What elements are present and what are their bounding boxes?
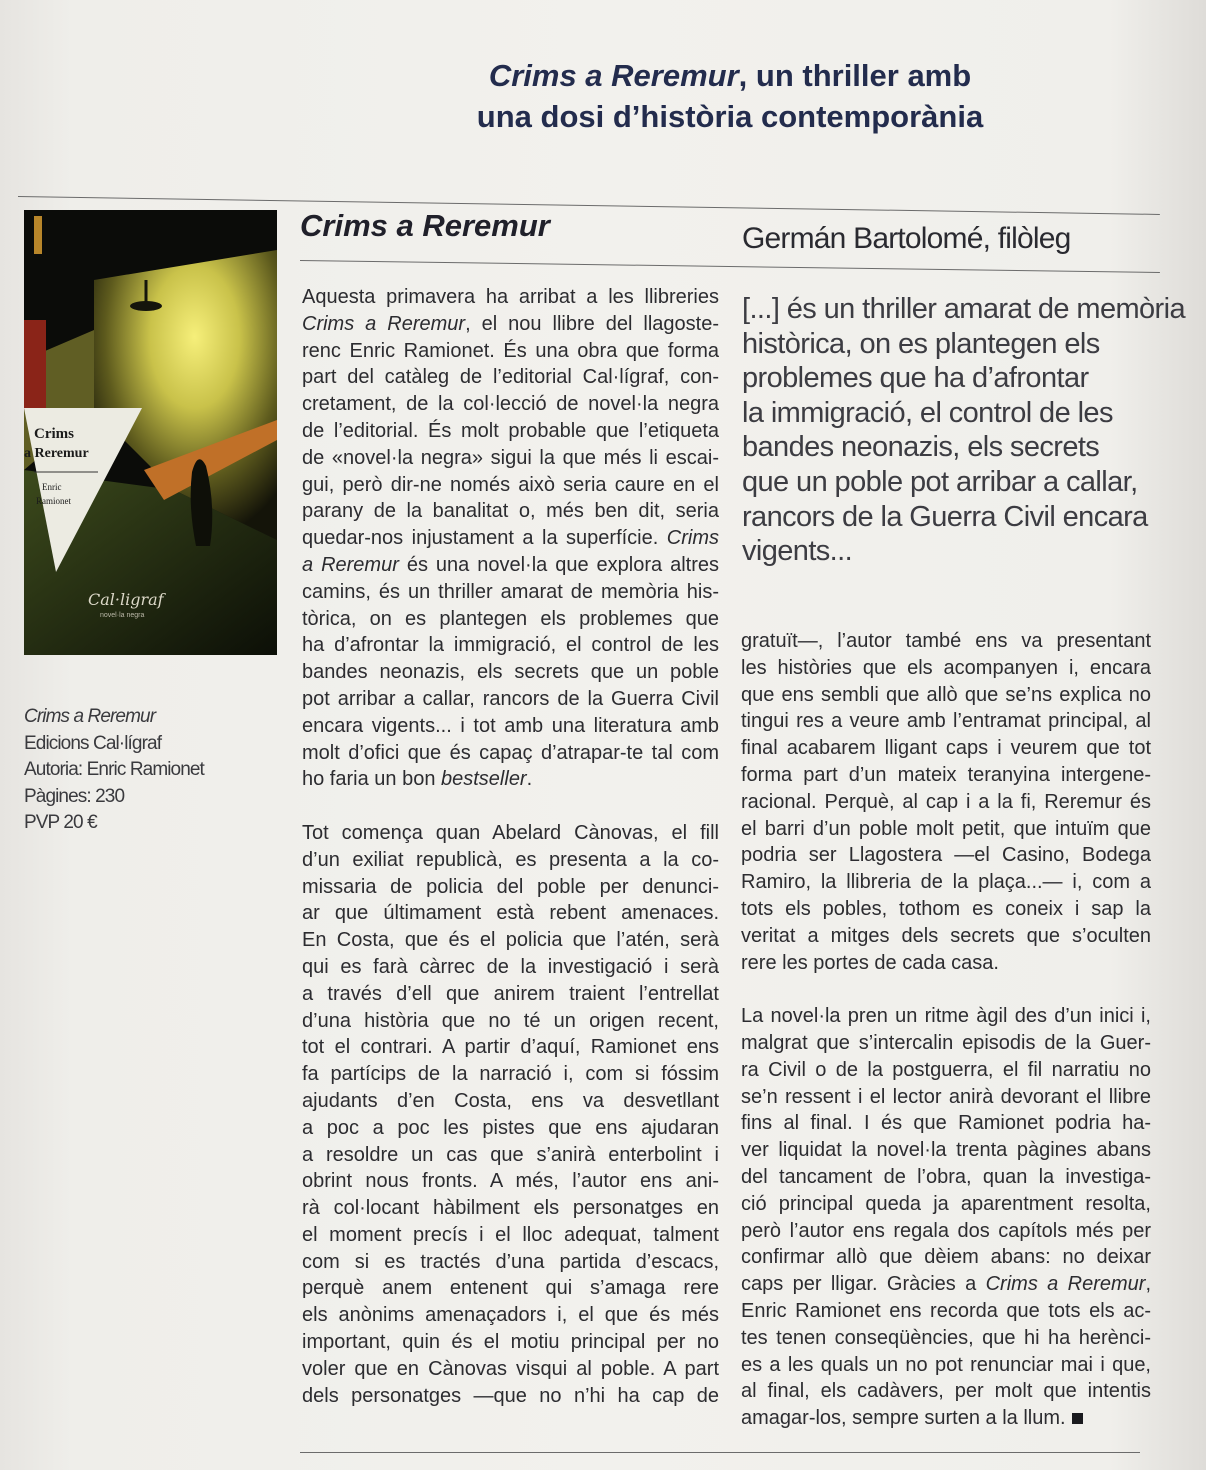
cover-author-line2: Ramionet bbox=[36, 496, 71, 506]
text-line: a resoldre un cas que s’anirà enterbolint i bbox=[302, 1143, 719, 1166]
text-line: dels personatges —que no n’hi ha cap de bbox=[302, 1384, 719, 1407]
text-line: molt d’ofici que és capaç d’atrapar-te tal com bbox=[302, 741, 719, 764]
pull-quote-line: la immigració, el control de les bbox=[742, 396, 1113, 429]
text-line: tingui res a veure amb l’entramat principal, al bbox=[741, 710, 1151, 733]
text-line: parany de la banalitat o, més ben dit, seria bbox=[302, 500, 719, 523]
text-line bbox=[302, 766, 719, 793]
text-line: a poc a poc les pistes que ens ajudaran bbox=[302, 1116, 719, 1139]
text-line: tot el contrari. A partir d’aquí, Ramionet ens bbox=[302, 1036, 719, 1059]
pull-quote-line: [...] és un thriller amarat de memòria bbox=[742, 293, 1185, 325]
text-line: amagar-los, sempre surten a la llum. bbox=[741, 1405, 1151, 1432]
text-run: . bbox=[526, 768, 533, 791]
cover-publisher-logo: Cal·ligraf bbox=[88, 590, 164, 609]
paragraph-gap bbox=[302, 793, 719, 820]
text-line: de l’editorial. És molt probable que l’etiqueta bbox=[302, 419, 719, 442]
text-line: tots els pobles, tothom es coneix i sap la bbox=[741, 897, 1151, 920]
text-line: com si es tractés d’una partida d’escacs, bbox=[302, 1250, 719, 1273]
text-line: important, quin és el motiu principal per no bbox=[302, 1331, 719, 1354]
article-headline bbox=[380, 55, 1080, 137]
text-line: rere les portes de cada casa. bbox=[741, 951, 999, 974]
pull-quote-line: rancors de la Guerra Civil encara bbox=[742, 500, 1148, 533]
text-line: Aquesta primavera ha arribat a les llibreries bbox=[302, 286, 719, 308]
text-line: tes tenen conseqüències, que hi ha herènci- bbox=[741, 1326, 1151, 1349]
pull-quote bbox=[742, 292, 1185, 569]
book-details bbox=[24, 704, 274, 837]
text-run: quedar-nos injustament a la superfície. bbox=[302, 527, 667, 550]
text-line: al final, els cadàvers, per molt que intentis bbox=[741, 1380, 1151, 1403]
italic-text: Crims bbox=[666, 527, 719, 550]
text-line: perquè anem entenent qui s’amaga rere bbox=[302, 1277, 719, 1300]
text-line: el moment precís i el lloc adequat, talment bbox=[302, 1223, 719, 1246]
text-line: se’n ressent i el lector anirà devorant el llibre bbox=[741, 1085, 1151, 1108]
text-line: que ens sembli que allò que se’ns explica no bbox=[741, 683, 1151, 706]
cover-author-line1: Enric bbox=[42, 482, 62, 492]
text-line bbox=[302, 552, 719, 579]
text-line: cretament, de la col·lecció de novel·la negra bbox=[302, 393, 719, 416]
text-line: ra Civil o de la postguerra, el fil narratiu no bbox=[741, 1058, 1151, 1081]
text-line: malgrat que s’intercalin episodis de la Guer- bbox=[741, 1031, 1151, 1054]
text-line: gratuït—, l’autor també ens va presentant bbox=[741, 630, 1151, 652]
header-rule bbox=[300, 260, 1160, 273]
text-run: , el nou llibre del llagoste- bbox=[465, 312, 719, 335]
text-line: podria ser Llagostera —el Casino, Bodega bbox=[741, 844, 1151, 867]
text-line: però l’autor ens regala dos capítols més per bbox=[741, 1219, 1151, 1242]
text-line: Tot comença quan Abelard Cànovas, el fill bbox=[302, 821, 719, 844]
column-left bbox=[302, 284, 719, 1409]
text-line: voler que en Cànovas visqui al poble. A part bbox=[302, 1357, 719, 1380]
text-line: es a les quals un no pot renunciar mai i que, bbox=[741, 1353, 1151, 1376]
text-line: ha d’afrontar la immigració, el control de les bbox=[302, 634, 719, 657]
italic-text: a Reremur bbox=[302, 553, 399, 576]
text-line: bandes neonazis, els secrets que un poble bbox=[302, 661, 719, 684]
text-line: fins al final. I és que Ramionet podria ha- bbox=[741, 1112, 1151, 1135]
bottom-rule bbox=[300, 1452, 1140, 1453]
pull-quote-line: bandes neonazis, els secrets bbox=[742, 431, 1100, 464]
text-line bbox=[302, 311, 719, 338]
cover-collection: novel·la negra bbox=[100, 612, 145, 619]
end-mark-icon bbox=[1072, 1413, 1083, 1424]
text-line bbox=[741, 1271, 1151, 1298]
column-right bbox=[741, 628, 1151, 1432]
text-line: part del catàleg de l’editorial Cal·lígraf, con- bbox=[302, 366, 719, 389]
text-line: La novel·la pren un ritme àgil des d’un inici i, bbox=[741, 1005, 1151, 1028]
section-title: Crims a Reremur bbox=[300, 208, 550, 243]
italic-text: Crims a Reremur bbox=[985, 1273, 1146, 1296]
text-line: obrint nous fronts. A més, l’autor ens ani- bbox=[302, 1170, 719, 1193]
text-line: forma part d’un mateix teranyina intergene- bbox=[741, 763, 1151, 786]
text-line: camins, és un thriller amarat de memòria his- bbox=[302, 580, 719, 603]
text-line: En Costa, que és el policia que l’atén, serà bbox=[302, 929, 719, 952]
italic-text: bestseller bbox=[441, 768, 527, 791]
text-line: del tancament de l’obra, quan la investiga- bbox=[741, 1165, 1151, 1188]
text-line: a través d’ell que anirem traient l’entrellat bbox=[302, 982, 719, 1005]
pull-quote-line: vigents... bbox=[742, 535, 853, 568]
pull-quote-line: problemes que ha d’afrontar bbox=[742, 362, 1089, 395]
text-line: encara vigents... i tot amb una literatura amb bbox=[302, 714, 719, 737]
text-line: d’un exiliat republicà, es presenta a la co- bbox=[302, 848, 719, 871]
pull-quote-line: històrica, on es plantegen els bbox=[742, 327, 1100, 360]
italic-text: Crims a Reremur bbox=[302, 312, 466, 335]
headline-line1-rest: , un thriller amb bbox=[738, 58, 972, 93]
text-line: gui, però dir-ne només això seria caure en el bbox=[302, 473, 719, 496]
text-line: d’una història que no té un origen recent, bbox=[302, 1009, 719, 1032]
text-line: qui es farà càrrec de la investigació i serà bbox=[302, 955, 719, 978]
text-line: Enric Ramionet ens recorda que tots els ac- bbox=[741, 1299, 1151, 1322]
text-line: racional. Perquè, al cap i a la fi, Reremur és bbox=[741, 790, 1151, 813]
text-line: pot arribar a callar, rancors de la Guerra Civil bbox=[302, 687, 719, 710]
text-line: fa partícips de la narració i, com si fóssim bbox=[302, 1063, 719, 1086]
text-run: , bbox=[1145, 1273, 1151, 1296]
text-line: Ramiro, la llibreria de la plaça...— i, com a bbox=[741, 871, 1151, 894]
text-run: ho faria un bon bbox=[302, 768, 441, 791]
text-line: final acabarem lligant caps i veurem que tot bbox=[741, 737, 1151, 760]
text-line: rà col·locant hàbilment els personatges en bbox=[302, 1197, 719, 1220]
text-run: caps per lligar. Gràcies a bbox=[741, 1273, 986, 1296]
text-line: veritat a mitges dels secrets que s’oculten bbox=[741, 924, 1151, 947]
author-byline: Germán Bartolomé, filòleg bbox=[742, 222, 1071, 255]
text-line: ajudants d’en Costa, ens va desvetllant bbox=[302, 1089, 719, 1112]
text-line bbox=[302, 525, 719, 552]
text-line: ver liquidat la novel·la trenta pàgines abans bbox=[741, 1139, 1151, 1162]
text-line: renc Enric Ramionet. És una obra que forma bbox=[302, 339, 719, 362]
paragraph-gap bbox=[741, 976, 1151, 1003]
headline-line2: una dosi d’història contemporània bbox=[476, 99, 984, 134]
text-line: missaria de policia del poble per denunci- bbox=[302, 875, 719, 898]
text-line: confirmar allò que dèiem abans: no deixar bbox=[741, 1246, 1151, 1269]
caption-line: Autoria: Enric Ramionet bbox=[24, 759, 204, 780]
text-line: el barri d’un poble molt petit, que intuïm que bbox=[741, 817, 1151, 840]
caption-line: Pàgines: 230 bbox=[24, 785, 125, 807]
caption-line: Crims a Reremur bbox=[24, 706, 156, 727]
text-line: els anònims amenaçadors i, el que és més bbox=[302, 1304, 719, 1327]
caption-line: PVP 20 € bbox=[24, 812, 97, 833]
text-line: de «novel·la negra» sigui la que més li escai- bbox=[302, 446, 719, 469]
headline-book-title: Crims a Reremur bbox=[488, 58, 739, 93]
cover-title-line2: a Reremur bbox=[24, 446, 89, 461]
book-cover bbox=[24, 210, 277, 655]
pull-quote-line: que un poble pot arribar a callar, bbox=[742, 465, 1138, 498]
text-line: les històries que els acompanyen i, encara bbox=[741, 656, 1151, 679]
text-line: ció principal queda ja aparentment resolta, bbox=[741, 1192, 1151, 1215]
text-run: és una novel·la que explora altres bbox=[398, 553, 719, 576]
text-line: ar que últimament està rebent amenaces. bbox=[302, 902, 719, 925]
cover-title-line1: Crims bbox=[34, 426, 74, 442]
text-line: tòrica, on es plantegen els problemes que bbox=[302, 607, 719, 630]
caption-line: Edicions Cal·lígraf bbox=[24, 732, 162, 754]
